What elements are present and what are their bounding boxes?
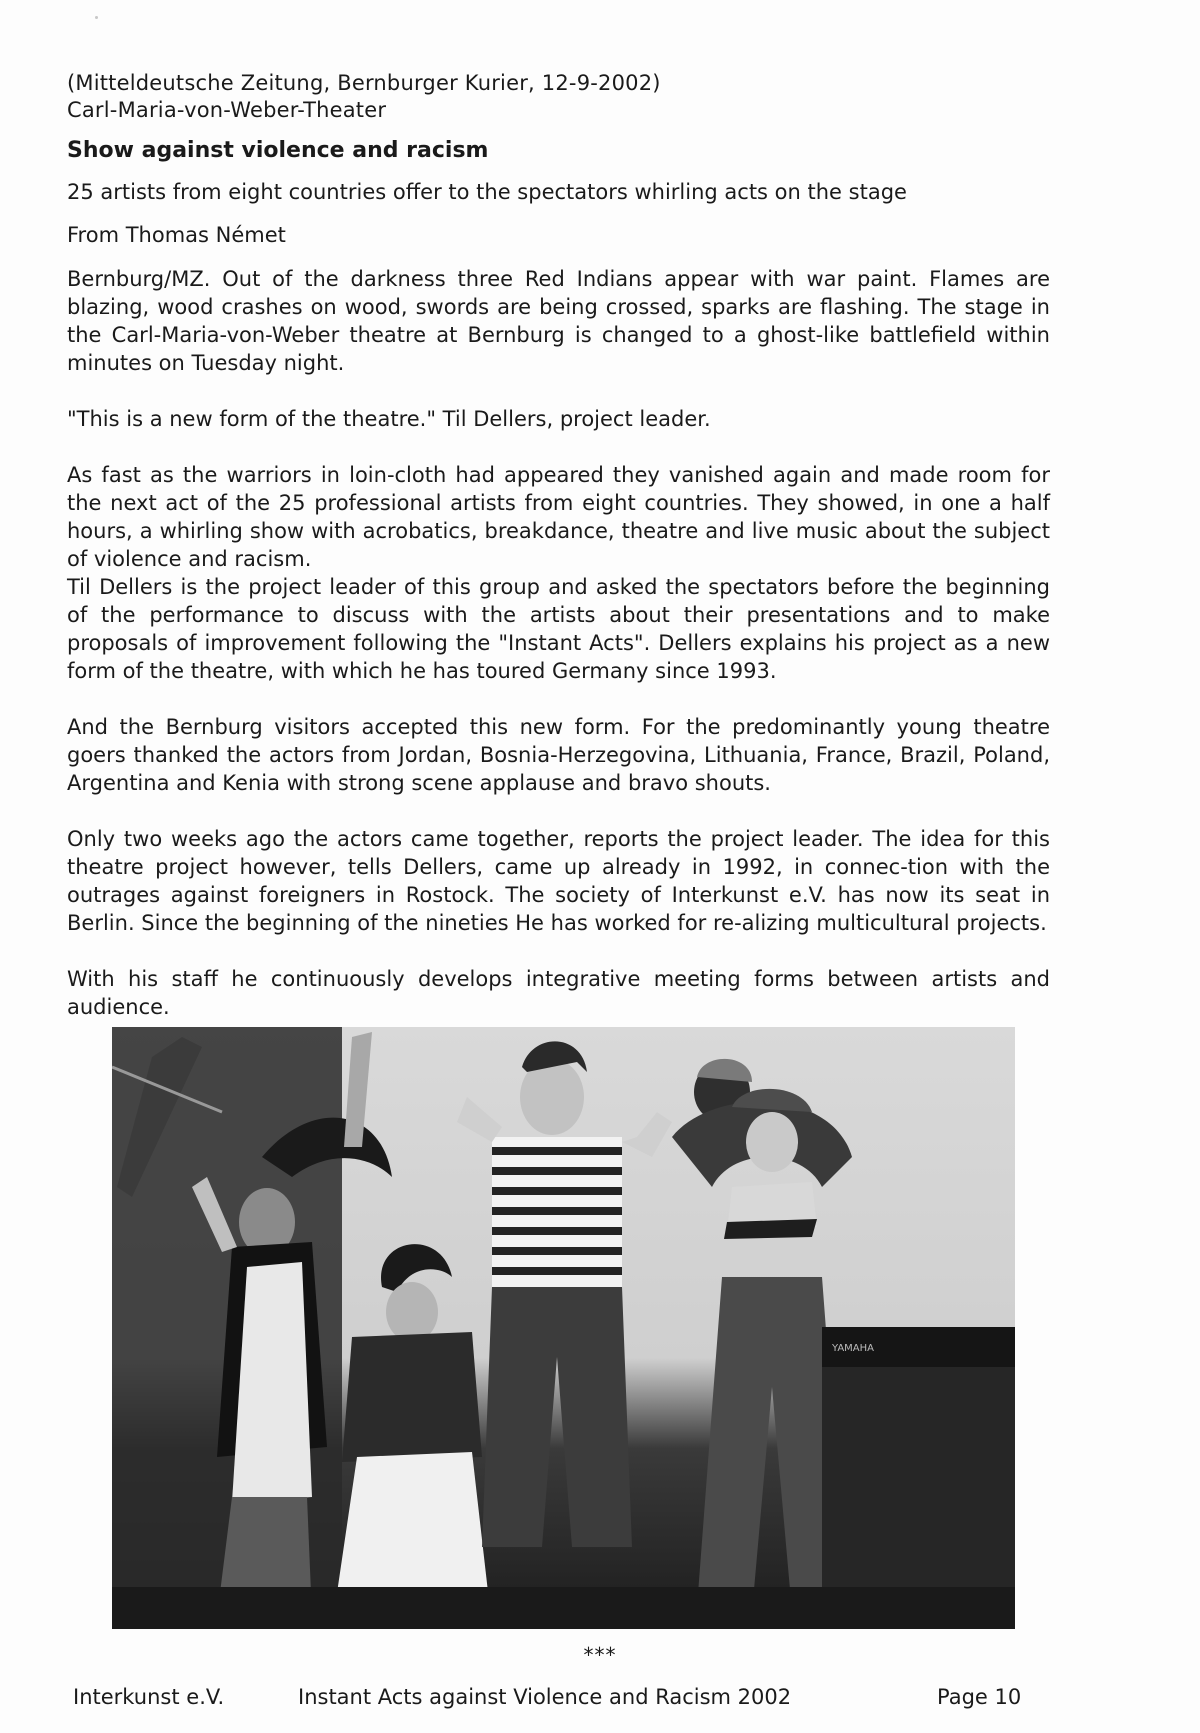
separator-stars: *** bbox=[583, 1643, 617, 1667]
footer-page-number: Page 10 bbox=[937, 1685, 1022, 1709]
article-headline: Show against violence and racism bbox=[67, 138, 489, 163]
paragraph-project-leader: Til Dellers is the project leader of this group and asked the spectators before the beginning of the performance to discuss with the artists about their presentations and to make proposals of improvement following the "Instant Acts". Dellers explains his project as a new form of the theatre, with which he has toured Germany since 1993. bbox=[67, 575, 1050, 683]
scan-speck bbox=[95, 16, 98, 19]
source-line: (Mitteldeutsche Zeitung, Bernburger Kurier, 12-9-2002) bbox=[67, 71, 661, 95]
paragraph-warriors: As fast as the warriors in loin-cloth had appeared they vanished again and made room for the next act of the 25 professional artists from eight countries. They showed, in one a half hours, a whirling show with acrobatics, breakdance, theatre and live music about the subject of violence and racism. bbox=[67, 463, 1050, 571]
stage-floor bbox=[112, 1587, 1015, 1629]
venue-line: Carl-Maria-von-Weber-Theater bbox=[67, 98, 387, 122]
footer-organization: Interkunst e.V. bbox=[73, 1685, 225, 1709]
article-subtitle: 25 artists from eight countries offer to the spectators whirling acts on the stage bbox=[67, 180, 907, 204]
source-citation bbox=[67, 70, 661, 124]
dancer-right-head bbox=[746, 1112, 798, 1172]
paragraph-history: Only two weeks ago the actors came together, reports the project leader. The idea for this theatre project however, tells Dellers, came up already in 1992, in connec-tion with the outrages against foreigners in Rostock. The society of Interkunst e.V. has now its seat in Berlin. Since the beginning of the nineties He has worked for re-alizing multicultural projects. bbox=[67, 827, 1050, 935]
dancer-right-top bbox=[724, 1219, 817, 1239]
paragraph-intro: Bernburg/MZ. Out of the darkness three Red Indians appear with war paint. Flames are blazing, wood crashes on wood, swords are being crossed, sparks are flashing. The stage in the Carl-Maria-von-Weber theatre at Bernburg is changed to a ghost-like battlefield within minutes on Tuesday night. bbox=[67, 267, 1050, 375]
paragraph-staff: With his staff he continuously develops integrative meeting forms between artists and audience. bbox=[67, 967, 1050, 1019]
dancer-small-head bbox=[386, 1282, 438, 1342]
performance-photo bbox=[112, 1027, 1015, 1629]
striped-shirt bbox=[492, 1137, 622, 1287]
photo-illustration bbox=[112, 1027, 1015, 1629]
article-byline: From Thomas Német bbox=[67, 223, 286, 247]
paragraph-visitors: And the Bernburg visitors accepted this new form. For the predominantly young theatre goers thanked the actors from Jordan, Bosnia-Herzegovina, Lithuania, France, Brazil, Poland, Argentina and Kenia with strong scene applause and bravo shouts. bbox=[67, 715, 1050, 795]
paragraph-quote: "This is a new form of the theatre." Til Dellers, project leader. bbox=[67, 407, 711, 431]
dancer-small-hoodie bbox=[342, 1332, 482, 1462]
footer-publication: Instant Acts against Violence and Racism 2002 bbox=[298, 1685, 792, 1709]
keyboard-brand-label: YAMAHA bbox=[832, 1343, 875, 1354]
